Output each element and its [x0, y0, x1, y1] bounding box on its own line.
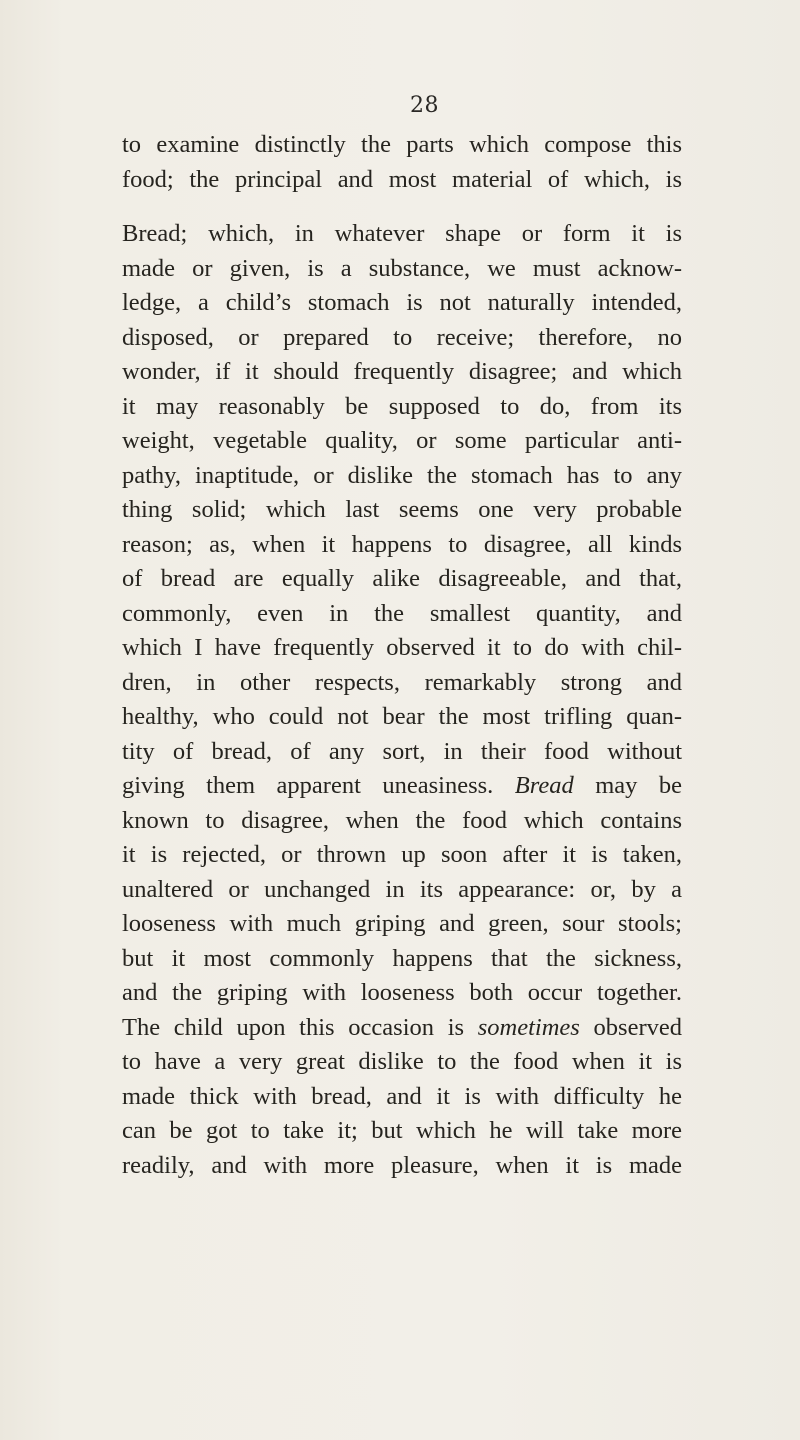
text-line: it is rejected, or thrown up soon after it is taken, [122, 841, 682, 868]
text-segment: may be [573, 772, 682, 799]
text-line: readily, and with more pleasure, when it is made [122, 1151, 682, 1179]
text-line: but it most commonly happens that the sickness, [122, 944, 682, 972]
text-line: disposed, or prepared to receive; therefore, no [122, 323, 682, 351]
text-line: thing solid; which last seems one very probable [122, 496, 682, 523]
text-line: known to disagree, when the food which contains [122, 806, 682, 834]
text-line: tity of bread, of any sort, in their food without [122, 737, 682, 765]
text-segment: giving them apparent uneasiness. [122, 772, 494, 799]
text-line: reason; as, when it happens to disagree, all kinds [122, 530, 682, 558]
body-text [122, 128, 682, 1183]
text-line: and the griping with looseness both occur together. [122, 979, 682, 1006]
text-line: it may reasonably be supposed to do, from its [122, 392, 682, 420]
text-line: unaltered or unchanged in its appearance: or, by a [122, 875, 682, 903]
page-number: 28 [410, 93, 439, 118]
text-line: weight, vegetable quality, or some particular anti- [122, 427, 682, 454]
text-line: which I have frequently observed it to do with chil- [122, 634, 682, 661]
text-line [122, 1011, 682, 1046]
text-line: to have a very great dislike to the food when it is [122, 1048, 682, 1075]
text-line: made thick with bread, and it is with difficulty he [122, 1082, 682, 1110]
text-line: pathy, inaptitude, or dislike the stomach has to any [122, 461, 682, 489]
text-line: looseness with much griping and green, sour stools; [122, 910, 682, 937]
italic-word-sometimes: sometimes [477, 1013, 580, 1041]
text-line: to examine distinctly the parts which compose this [122, 131, 682, 158]
text-line [122, 769, 682, 804]
paragraph-gap [122, 197, 682, 217]
text-line: healthy, who could not bear the most trifling quan- [122, 703, 682, 730]
text-line: commonly, even in the smallest quantity, and [122, 599, 682, 627]
text-line: made or given, is a substance, we must acknow- [122, 254, 682, 282]
text-line: food; the principal and most material of which, is [122, 165, 682, 193]
text-line: wonder, if it should frequently disagree; and which [122, 358, 682, 385]
text-line: ledge, a child’s stomach is not naturally intended, [122, 289, 682, 316]
italic-word-bread: Bread [514, 772, 574, 799]
text-line: Bread; which, in whatever shape or form it is [122, 220, 682, 247]
text-segment: The child upon this occasion is [122, 1013, 478, 1041]
text-segment: observed [579, 1013, 682, 1041]
text-line: can be got to take it; but which he will take more [122, 1117, 682, 1144]
text-line: dren, in other respects, remarkably strong and [122, 668, 682, 696]
text-line: of bread are equally alike disagreeable, and that, [122, 565, 682, 592]
